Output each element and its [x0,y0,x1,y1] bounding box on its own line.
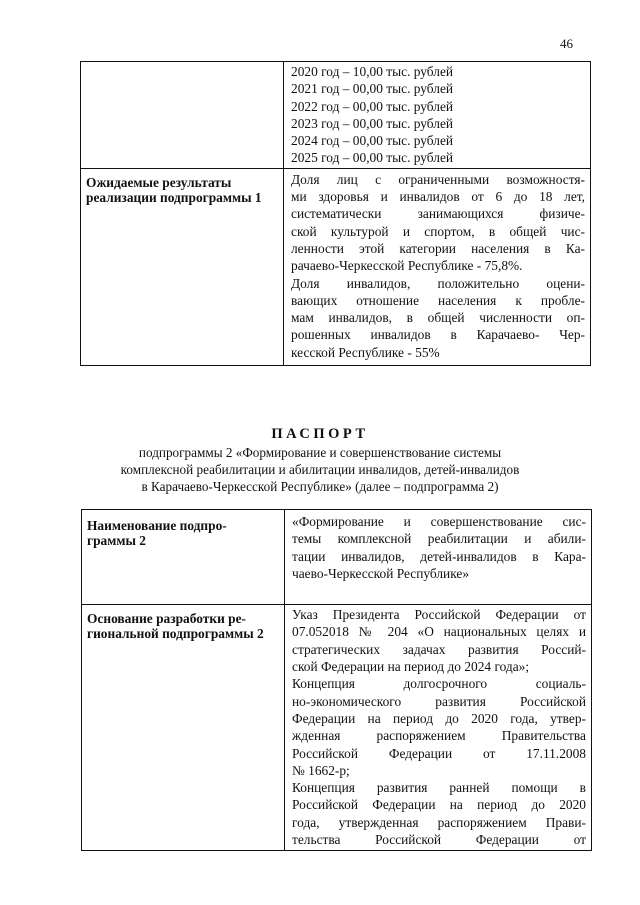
table-row-funding [81,62,591,169]
development-basis-value: Указ Президента Российской Федерации от 07.052018 № 204 «О национальных целях и стратегических задачах развития Россий- ской Федерации на период до 2024 года»; Концепция долгосрочного социаль- но-экономического развития Российской Федерации на период до 2020 года, утвер- жденная распоряжением Правительства Российской Федерации от 17.11.2008 № 1662-р; Концепция развития ранней помощи в Российской Федерации на период до 2020 года, утвержденная распоряжением Прави- тельства Российской Федерации от [285,605,592,851]
expected-results-value: Доля лиц с ограниченными возможностя- ми здоровья и инвалидов от 6 до 18 лет, систематически занимающихся физиче- ской культурой и спортом, в общей чис- ленности этой категории населения в Ка- рачаево-Черкесской Республике - 75,8%. Доля инвалидов, положительно оцени- вающих отношение населения к пробле- мам инвалидов, в общей численности оп- рошенных инвалидов в Карачаево- Чер- кесской Республике - 55% [284,168,591,365]
subprogram-name-label: Наименование подпро- граммы 2 [82,510,285,605]
funding-line: 2020 год – 10,00 тыс. рублей [291,64,454,79]
funding-line: 2023 год – 00,00 тыс. рублей [291,115,454,131]
expected-results-label: Ожидаемые результаты реализации подпрограммы 1 [81,168,284,365]
table-row-development-basis [82,605,592,851]
passport-title: ПАСПОРТ [271,426,369,442]
funding-line: 2024 год – 00,00 тыс. рублей [291,133,454,149]
table-row-expected-results [81,168,591,365]
funding-value-cell [284,62,591,169]
funding-line: 2025 год – 00,00 тыс. рублей [291,150,454,166]
funding-line: 2022 год – 00,00 тыс. рублей [291,98,454,114]
funding-label-cell [81,62,284,169]
subprogram1-passport-table-continued [80,61,591,366]
page-number: 46 [560,36,573,51]
table-row-subprogram-name [82,510,592,605]
passport-subtitle: подпрограммы 2 «Формирование и совершенствование системы комплексной реабилитации и абилитации инвалидов, детей-инвалидов в Карачаево-Черкесской Республике» (далее – подпрограмма 2) [120,445,520,494]
funding-line: 2021 год – 00,00 тыс. рублей [291,81,454,97]
subprogram-name-value: «Формирование и совершенствование сис- темы комплексной реабилитации и абили- тации инвалидов, детей-инвалидов в Кара- чаево-Черкесской Республике» [285,510,592,605]
subprogram2-passport-table [81,509,592,851]
development-basis-label: Основание разработки ре- гиональной подпрограммы 2 [82,605,285,851]
